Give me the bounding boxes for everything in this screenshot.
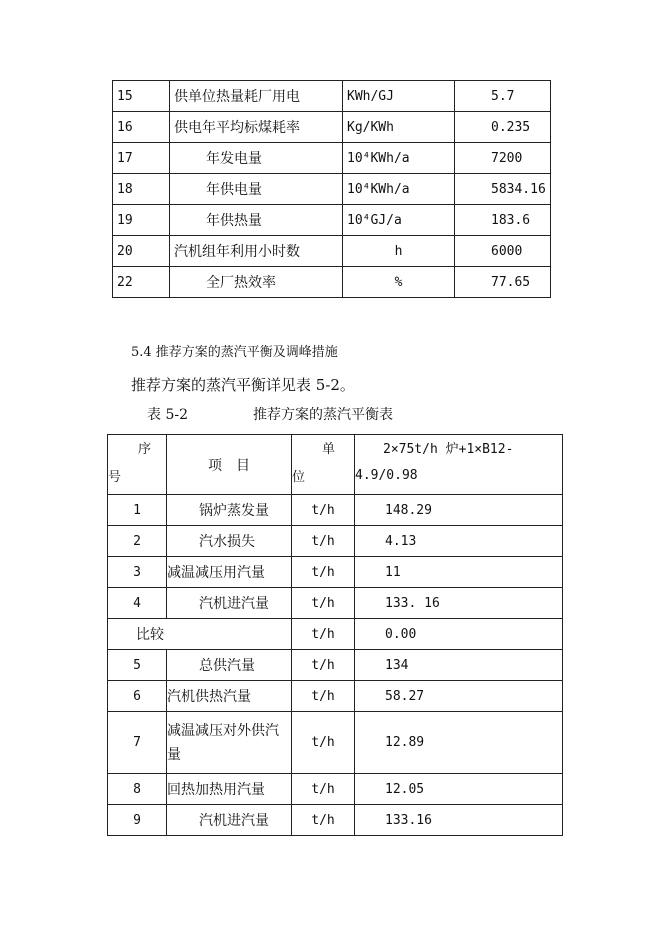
row-item: 供电年平均标煤耗率: [170, 112, 343, 143]
row-number: 18: [113, 174, 170, 205]
row-unit: t/h: [292, 526, 355, 557]
table-row: [113, 205, 551, 236]
table-row: [108, 712, 563, 774]
row-unit: %: [343, 267, 455, 298]
table-header-row: [108, 435, 563, 495]
row-value: 133.16: [355, 805, 563, 836]
row-number: 3: [108, 557, 167, 588]
row-unit: 10⁴GJ/a: [343, 205, 455, 236]
row-unit: t/h: [292, 588, 355, 619]
row-unit: t/h: [292, 619, 355, 650]
header-seq-bottom: 号: [108, 469, 122, 485]
header-seq: [108, 435, 167, 495]
row-unit: h: [343, 236, 455, 267]
row-item: 年发电量: [170, 143, 343, 174]
row-number: 6: [108, 681, 167, 712]
table-row: [108, 588, 563, 619]
row-unit: t/h: [292, 712, 355, 774]
row-unit: t/h: [292, 681, 355, 712]
row-item: 汽机组年利用小时数: [170, 236, 343, 267]
row-value: 183.6: [455, 205, 551, 236]
row-item: 年供电量: [170, 174, 343, 205]
table-row: [113, 112, 551, 143]
table-row: [108, 650, 563, 681]
row-value: 58.27: [355, 681, 563, 712]
row-value: 4.13: [355, 526, 563, 557]
row-number: 4: [108, 588, 167, 619]
header-plan-top: 2×75t/h 炉+1×B12-: [383, 441, 514, 457]
row-value: 12.89: [355, 712, 563, 774]
row-unit: KWh/GJ: [343, 81, 455, 112]
table-row: [113, 143, 551, 174]
table-row: [113, 236, 551, 267]
table-row: [108, 805, 563, 836]
table-row: [113, 81, 551, 112]
table-row: [108, 681, 563, 712]
intro-paragraph: 推荐方案的蒸汽平衡详见表 5-2。: [131, 376, 355, 394]
row-item: 汽水损失: [167, 526, 292, 557]
table-caption-number: 表 5-2: [147, 407, 188, 423]
row-value: 0.00: [355, 619, 563, 650]
row-number: 22: [113, 267, 170, 298]
table-row: [108, 526, 563, 557]
row-item: 总供汽量: [167, 650, 292, 681]
table-row: [113, 174, 551, 205]
row-unit: 10⁴KWh/a: [343, 174, 455, 205]
row-number: 1: [108, 495, 167, 526]
row-item: 汽机供热汽量: [167, 681, 292, 712]
row-item: 汽机进汽量: [167, 805, 292, 836]
row-number: 5: [108, 650, 167, 681]
table-caption-title: 推荐方案的蒸汽平衡表: [253, 407, 393, 423]
header-unit-bottom: 位: [292, 469, 306, 485]
row-item: 供单位热量耗厂用电: [170, 81, 343, 112]
table-row: [113, 267, 551, 298]
row-value: 7200: [455, 143, 551, 174]
header-plan-bottom: 4.9/0.98: [355, 467, 418, 483]
row-number: 16: [113, 112, 170, 143]
row-item: 回热加热用汽量: [167, 774, 292, 805]
row-item: 减温减压对外供汽量: [167, 712, 292, 774]
row-label: 比较: [108, 619, 292, 650]
row-number: 9: [108, 805, 167, 836]
row-unit: Kg/KWh: [343, 112, 455, 143]
header-seq-top: 序: [138, 441, 152, 457]
header-unit: [292, 435, 355, 495]
row-number: 19: [113, 205, 170, 236]
row-value: 77.65: [455, 267, 551, 298]
header-unit-top: 单: [322, 441, 336, 457]
row-value: 134: [355, 650, 563, 681]
section-title: 5.4 推荐方案的蒸汽平衡及调峰措施: [131, 345, 338, 360]
table-row: [108, 495, 563, 526]
row-unit: t/h: [292, 557, 355, 588]
row-value: 11: [355, 557, 563, 588]
parameters-table: [112, 80, 551, 298]
row-number: 15: [113, 81, 170, 112]
row-number: 20: [113, 236, 170, 267]
row-unit: t/h: [292, 495, 355, 526]
header-plan: [355, 435, 563, 495]
table-row: [108, 557, 563, 588]
row-unit: t/h: [292, 650, 355, 681]
row-item: 年供热量: [170, 205, 343, 236]
row-unit: 10⁴KWh/a: [343, 143, 455, 174]
row-value: 0.235: [455, 112, 551, 143]
row-number: 8: [108, 774, 167, 805]
steam-balance-table: [107, 434, 563, 836]
row-number: 2: [108, 526, 167, 557]
row-item: 锅炉蒸发量: [167, 495, 292, 526]
row-item: 减温减压用汽量: [167, 557, 292, 588]
row-value: 12.05: [355, 774, 563, 805]
row-unit: t/h: [292, 805, 355, 836]
row-value: 133. 16: [355, 588, 563, 619]
row-value: 5.7: [455, 81, 551, 112]
row-value: 148.29: [355, 495, 563, 526]
header-item: 项 目: [167, 435, 292, 495]
table-row: [108, 774, 563, 805]
row-unit: t/h: [292, 774, 355, 805]
table-row: [108, 619, 563, 650]
row-item: 汽机进汽量: [167, 588, 292, 619]
row-value: 5834.16: [455, 174, 551, 205]
row-number: 17: [113, 143, 170, 174]
row-value: 6000: [455, 236, 551, 267]
row-number: 7: [108, 712, 167, 774]
row-item: 全厂热效率: [170, 267, 343, 298]
